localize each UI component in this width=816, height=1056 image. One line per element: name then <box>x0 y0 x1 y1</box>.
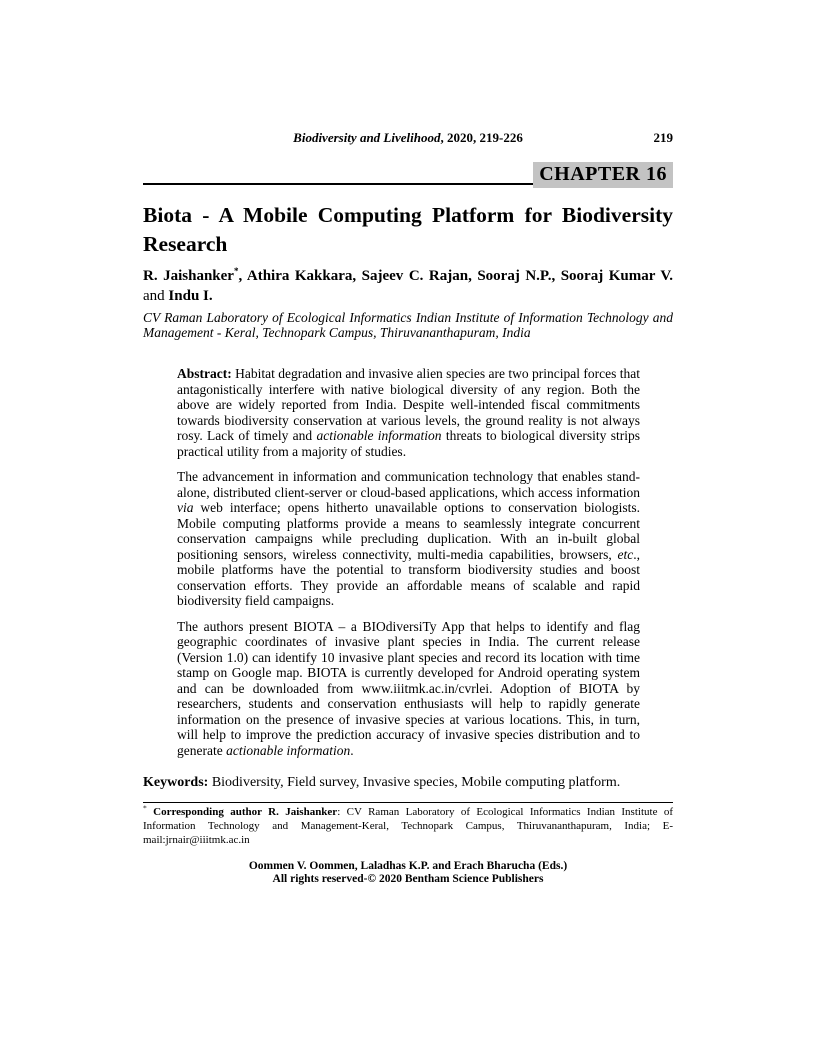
abstract-p2-italic: via <box>177 500 194 516</box>
abstract-p2-text-2: web interface; opens hitherto unavailable options to conservation biologists. Mobile computing platforms provide a means to seamlessly integrate concurrent conservation campaigns while precluding duplication. With an in-built global positioning sensors, wireless connectivity, multi-media capabilities, browsers, <box>177 500 640 562</box>
keywords-section <box>143 774 673 792</box>
abstract-p3-italic: actionable information <box>226 742 351 758</box>
abstract-p3-text: The authors present BIOTA – a BIOdiversiTy App that helps to identify and flag geographic coordinates of invasive plant species in India. The current release (Version 1.0) can identify 10 invasive plant species and record its location with time stamp on Google map. BIOTA is currently developed for Android operating system and can be downloaded from www.iiitmk.ac.in/cvrlei. Adoption of BIOTA by researchers, students and conservation enthusiasts will help to rapidly generate information on the presence of invasive species at various locations. This, in turn, will help to improve the prediction accuracy of invasive species distribution and to generate <box>177 618 640 758</box>
chapter-header <box>143 157 673 188</box>
footnote-asterisk: * <box>143 803 147 813</box>
abstract-p3-text-2: . <box>350 742 354 758</box>
journal-title: Biodiversity and Livelihood <box>293 130 441 145</box>
abstract-section <box>177 366 640 758</box>
author-list <box>143 267 673 307</box>
publisher-footer <box>143 860 673 886</box>
journal-citation-rest: , 2020, 219-226 <box>440 130 523 145</box>
abstract-label: Abstract: <box>177 366 232 382</box>
page-number: 219 <box>653 130 673 145</box>
editors-line: Oommen V. Oommen, Laladhas K.P. and Erach Bharucha (Eds.) <box>248 860 568 873</box>
abstract-p1-text: Habitat degradation and invasive alien species are two principal forces that antagonistically interfere with native biological diversity of any region. Both the above are widely reported from India. Despite well-intended fiscal commitments towards biodiversity conservation at various levels, the ground reality is not always rosy. Lack of timely and <box>177 366 640 444</box>
footnote-section <box>143 803 673 847</box>
affiliation: CV Raman Laboratory of Ecological Informatics Indian Institute of Information Technology and Management - Keral, Technopark Campus, Thiruvananthapuram, India <box>143 309 673 341</box>
and-connector: and <box>143 287 169 304</box>
copyright-line: All rights reserved-© 2020 Bentham Science Publishers <box>272 873 544 886</box>
abstract-paragraph-1 <box>177 366 640 459</box>
abstract-p2-italic-2: etc <box>617 546 634 562</box>
footnote-bold: Corresponding author R. Jaishanker <box>146 806 338 818</box>
keywords-label: Keywords: <box>143 774 209 790</box>
journal-citation <box>293 130 523 146</box>
abstract-p1-italic: actionable information <box>316 428 442 444</box>
abstract-p2-text: The advancement in information and communication technology that enables stand-alone, distributed client-server or cloud-based applications, which access information <box>177 469 640 500</box>
running-header <box>143 130 673 146</box>
author-names-middle: , Athira Kakkara, Sajeev C. Rajan, Sooraj N.P., Sooraj Kumar V. <box>238 268 673 285</box>
footnote-text: : CV Raman Laboratory of Ecological Informatics Indian Institute of Information Technology and Management-Keral, Technopark Campus, Thiruvananthapuram, India; E-mail:jrnair@iiitmk.ac.in <box>143 806 673 846</box>
author-name-last: Indu I. <box>168 287 213 304</box>
chapter-badge: CHAPTER 16 <box>533 162 673 188</box>
abstract-p2-text-3: ., mobile platforms have the potential to transform biodiversity studies and boost conservation efforts. They provide an affordable means of scalable and rapid biodiversity field campaigns. <box>177 546 640 609</box>
abstract-paragraph-2 <box>177 469 640 609</box>
paper-title: Biota - A Mobile Computing Platform for Biodiversity Research <box>143 203 673 257</box>
keywords-text: Biodiversity, Field survey, Invasive species, Mobile computing platform. <box>208 774 621 790</box>
abstract-p1-text-2: threats to biological diversity strips practical utility from a majority of studies. <box>177 428 640 459</box>
footnote-rule <box>143 802 673 803</box>
abstract-paragraph-3 <box>177 619 640 759</box>
corresponding-author-asterisk: * <box>233 266 239 277</box>
author-name-first: R. Jaishanker <box>143 268 234 285</box>
